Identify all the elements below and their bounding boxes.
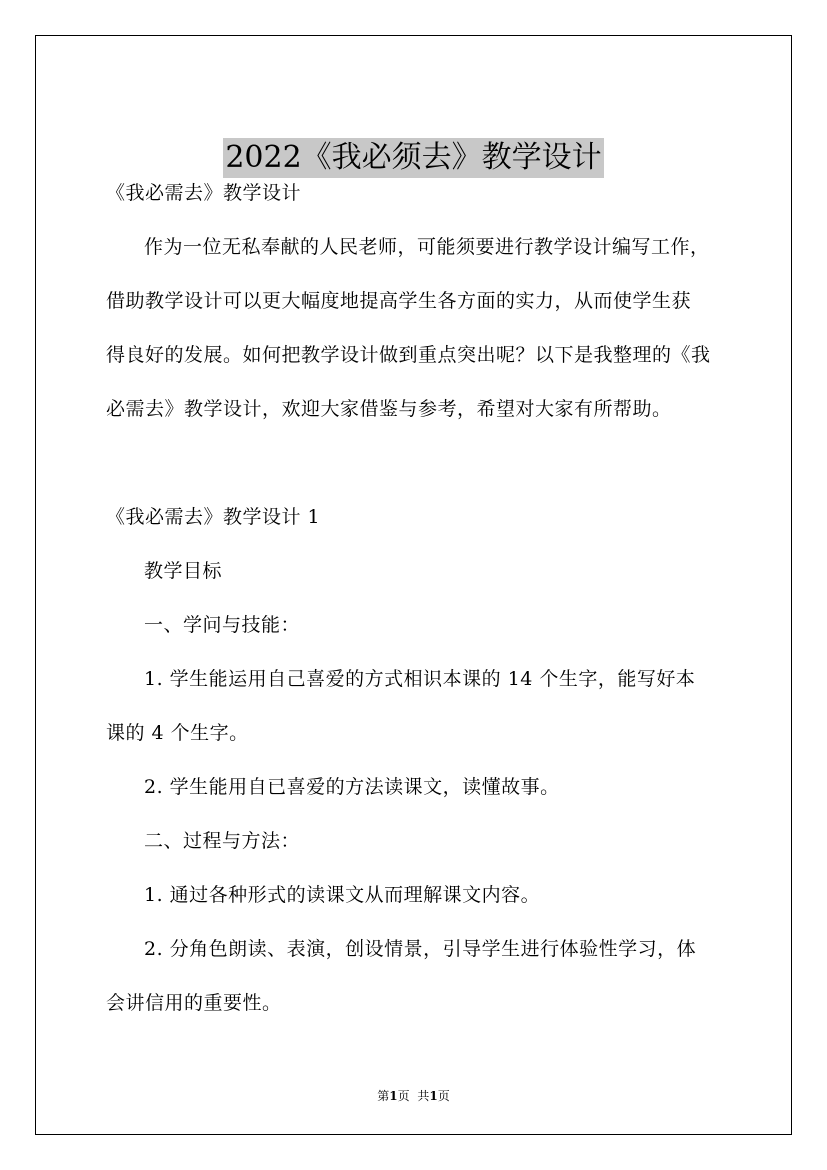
footer-page-prefix: 第 xyxy=(377,1089,390,1103)
footer-total-number: 1 xyxy=(429,1089,438,1103)
footer-total-prefix: 共 xyxy=(417,1089,430,1103)
footer-page-suffix: 页 xyxy=(397,1089,410,1103)
intro-line-2: 借助教学设计可以更大幅度地提高学生各方面的实力，从而使学生获 xyxy=(106,290,692,312)
intro-line-3: 得良好的发展。如何把教学设计做到重点突出呢？以下是我整理的《我 xyxy=(106,344,711,366)
intro-line-4: 必需去》教学设计，欢迎大家借鉴与参考，希望对大家有所帮助。 xyxy=(106,398,672,420)
page-footer xyxy=(36,1087,791,1104)
body-line-5: 2. 学生能用自已喜爱的方法读课文，读懂故事。 xyxy=(144,776,560,798)
body-line-3: 1. 学生能运用自己喜爱的方式相识本课的 14 个生字，能写好本 xyxy=(144,668,696,690)
body-line-4: 课的 4 个生字。 xyxy=(106,722,249,744)
section-heading: 《我必需去》教学设计 1 xyxy=(106,506,321,528)
intro-line-1: 作为一位无私奉献的人民老师，可能须要进行教学设计编写工作， xyxy=(144,236,710,258)
document-page xyxy=(35,35,792,1135)
subtitle: 《我必需去》教学设计 xyxy=(106,182,302,204)
footer-total-suffix: 页 xyxy=(437,1089,450,1103)
body-line-7: 1. 通过各种形式的读课文从而理解课文内容。 xyxy=(144,884,541,906)
title-wrap xyxy=(36,138,791,178)
body-line-9: 会讲信用的重要性。 xyxy=(106,992,282,1014)
body-line-1: 教学目标 xyxy=(144,560,223,582)
body-line-2: 一、学问与技能： xyxy=(144,614,301,636)
body-line-8: 2. 分角色朗读、表演，创设情景，引导学生进行体验性学习，体 xyxy=(144,938,697,960)
document-title: 2022《我必须去》教学设计 xyxy=(223,138,603,178)
footer-page-number: 1 xyxy=(389,1089,398,1103)
body-line-6: 二、过程与方法： xyxy=(144,830,301,852)
